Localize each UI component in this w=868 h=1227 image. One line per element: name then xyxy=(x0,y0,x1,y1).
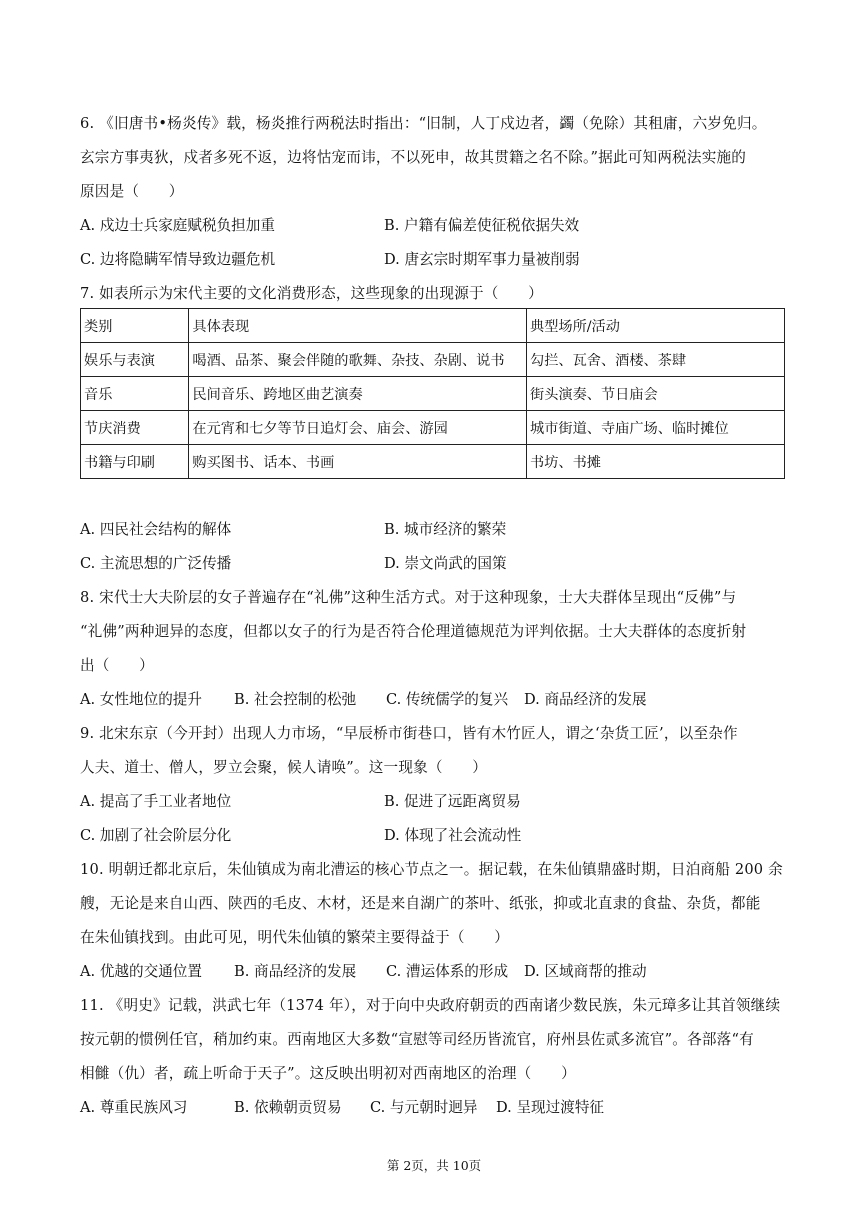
table-cell: 城市街道、寺庙广场、临时摊位 xyxy=(527,411,785,445)
q10-option-a: A. 优越的交通位置 xyxy=(80,963,202,980)
table-cell: 勾拦、瓦舍、酒楼、茶肆 xyxy=(527,343,785,377)
q9-option-a: A. 提高了手工业者地位 xyxy=(80,793,232,810)
table-cell: 在元宵和七夕等节日追灯会、庙会、游园 xyxy=(189,411,527,445)
q10-stem-line-3: 在朱仙镇找到。由此可见，明代朱仙镇的繁荣主要得益于（ ） xyxy=(80,929,510,946)
q11-option-c: C. 与元朝时迥异 xyxy=(370,1099,478,1116)
q7-stem-line-1: 7. 如表所示为宋代主要的文化消费形态，这些现象的出现源于（ ） xyxy=(80,285,543,302)
q6-option-c: C. 边将隐瞒军情导致边疆危机 xyxy=(80,251,276,268)
table-cell: 书籍与印刷 xyxy=(81,445,189,479)
q11-stem-line-1: 11. 《明史》记载，洪武七年（1374 年），对于向中央政府朝贡的西南诸少数民族，朱元璋多让其首领继续 xyxy=(80,997,781,1014)
q7-option-b: B. 城市经济的繁荣 xyxy=(384,521,507,538)
table-header-row xyxy=(81,309,785,343)
table-row xyxy=(81,377,785,411)
q11-option-a: A. 尊重民族风习 xyxy=(80,1099,188,1116)
q8-stem-line-3: 出（ ） xyxy=(80,657,154,674)
q11-option-b: B. 依赖朝贡贸易 xyxy=(234,1099,342,1116)
q7-table xyxy=(80,308,785,479)
table-header-cell: 具体表现 xyxy=(189,309,527,343)
table-cell: 街头演奏、节日庙会 xyxy=(527,377,785,411)
table-cell: 民间音乐、跨地区曲艺演奏 xyxy=(189,377,527,411)
q8-option-d: D. 商品经济的发展 xyxy=(524,691,647,708)
q7-option-c: C. 主流思想的广泛传播 xyxy=(80,555,232,572)
q11-stem-line-3: 相雠（仇）者，疏上听命于天子”。这反映出明初对西南地区的治理（ ） xyxy=(80,1065,576,1082)
q6-stem-line-2: 玄宗方事夷狄，戍者多死不返，边将怙宠而讳，不以死申，故其贯籍之名不除。”据此可知两税法实施的 xyxy=(80,149,747,166)
q10-option-c: C. 漕运体系的形成 xyxy=(386,963,509,980)
table-header-cell: 类别 xyxy=(81,309,189,343)
q9-stem-line-2: 人夫、道士、僧人，罗立会聚，候人请唤”。这一现象（ ） xyxy=(80,759,488,776)
table-header-cell: 典型场所/活动 xyxy=(527,309,785,343)
table-cell: 节庆消费 xyxy=(81,411,189,445)
table-row xyxy=(81,411,785,445)
q6-stem-line-1: 6. 《旧唐书•杨炎传》载，杨炎推行两税法时指出：“旧制，人丁戍边者，蠲（免除）其租庸，六岁免归。 xyxy=(80,115,767,132)
q10-option-d: D. 区域商帮的推动 xyxy=(524,963,647,980)
q8-option-c: C. 传统儒学的复兴 xyxy=(386,691,509,708)
q10-option-b: B. 商品经济的发展 xyxy=(234,963,357,980)
table-cell: 购买图书、话本、书画 xyxy=(189,445,527,479)
q6-option-d: D. 唐玄宗时期军事力量被削弱 xyxy=(384,251,580,268)
q8-stem-line-2: “礼佛”两种迥异的态度，但都以女子的行为是否符合伦理道德规范为评判依据。士大夫群体的态度折射 xyxy=(80,623,747,640)
q10-stem-line-2: 艘，无论是来自山西、陕西的毛皮、木材，还是来自湖广的茶叶、纸张，抑或北直隶的食盐、杂货，都能 xyxy=(80,895,761,912)
q6-option-a: A. 戍边士兵家庭赋税负担加重 xyxy=(80,217,275,234)
table-cell: 音乐 xyxy=(81,377,189,411)
table-row xyxy=(81,445,785,479)
table-cell: 娱乐与表演 xyxy=(81,343,189,377)
q10-stem-line-1: 10. 明朝迁都北京后，朱仙镇成为南北漕运的核心节点之一。据记载，在朱仙镇鼎盛时期，日泊商船 200 余 xyxy=(80,861,783,878)
q9-option-c: C. 加剧了社会阶层分化 xyxy=(80,827,232,844)
q9-option-b: B. 促进了远距离贸易 xyxy=(384,793,521,810)
q11-stem-line-2: 按元朝的惯例任官，稍加约束。西南地区大多数“宣慰等司经历皆流官，府州县佐贰多流官”。各部落“有 xyxy=(80,1031,754,1048)
q7-option-a: A. 四民社会结构的解体 xyxy=(80,521,232,538)
q9-option-d: D. 体现了社会流动性 xyxy=(384,827,522,844)
q8-option-a: A. 女性地位的提升 xyxy=(80,691,202,708)
table-row xyxy=(81,343,785,377)
q8-stem-line-1: 8. 宋代士大夫阶层的女子普遍存在“礼佛”这种生活方式。对于这种现象，士大夫群体呈现出“反佛”与 xyxy=(80,589,737,606)
q6-stem-line-3: 原因是（ ） xyxy=(80,183,184,200)
q9-stem-line-1: 9. 北宋东京（今开封）出现人力市场，“早辰桥市街巷口，皆有木竹匠人，谓之‘杂货工匠’，以至杂作 xyxy=(80,725,738,742)
table-cell: 书坊、书摊 xyxy=(527,445,785,479)
q8-option-b: B. 社会控制的松弛 xyxy=(234,691,357,708)
q11-option-d: D. 呈现过渡特征 xyxy=(496,1099,605,1116)
q6-option-b: B. 户籍有偏差使征税依据失效 xyxy=(384,217,580,234)
q7-option-d: D. 崇文尚武的国策 xyxy=(384,555,507,572)
page-footer: 第 2页，共 10页 xyxy=(386,1158,482,1173)
table-cell: 喝酒、品茶、聚会伴随的歌舞、杂技、杂剧、说书 xyxy=(189,343,527,377)
